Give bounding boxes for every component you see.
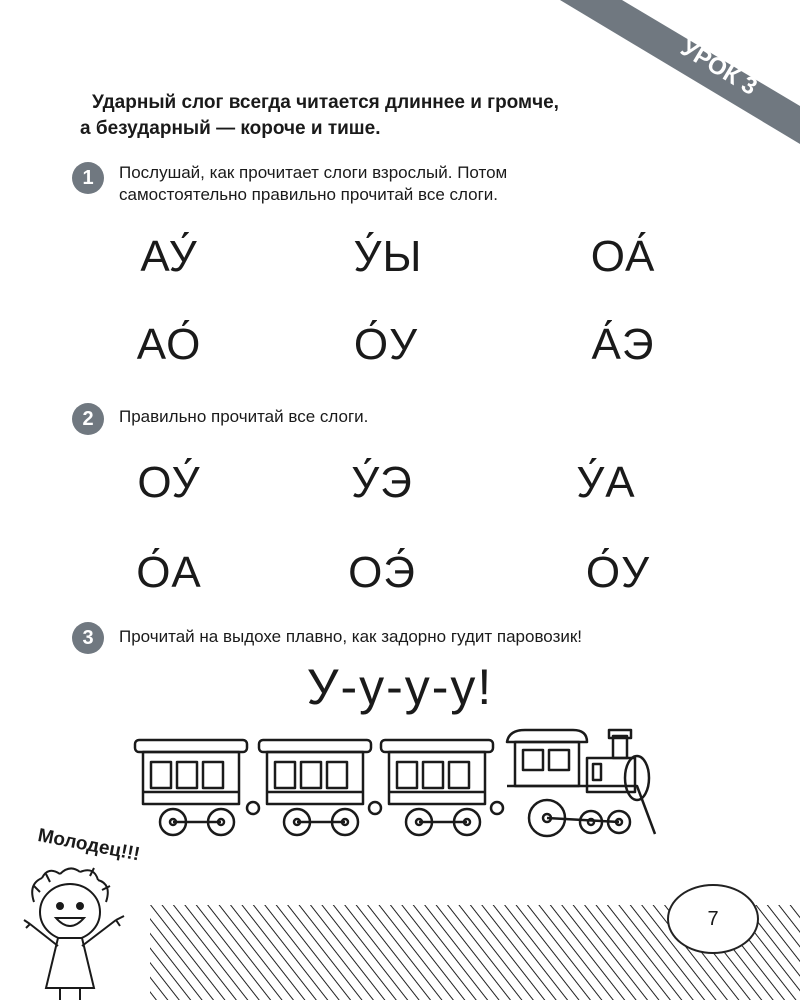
rule-line-2: а безударный — короче и тише.	[80, 118, 381, 139]
task-instruction: Правильно прочитай все слоги.	[119, 407, 369, 426]
syllable: У́Э	[351, 458, 413, 507]
syllable: О́У	[585, 548, 651, 597]
task-1	[72, 162, 507, 206]
syllable: ОУ́	[137, 458, 201, 507]
rule-text	[80, 90, 559, 142]
wagon-1	[135, 740, 247, 835]
task-instruction: Прочитай на выдохе плавно, как задорно гудит паровозик!	[119, 627, 583, 646]
syllable: У́Ы	[353, 232, 423, 281]
locomotive	[507, 730, 655, 836]
task-instruction-line: самостоятельно правильно прочитай все слоги.	[119, 185, 499, 204]
lesson-label: УРОК 3	[675, 34, 762, 101]
rule-line-1: Ударный слог всегда читается длиннее и громче,	[92, 92, 559, 113]
train-illustration	[125, 722, 665, 842]
task-3	[72, 622, 582, 654]
task-number-badge: 1	[72, 162, 104, 194]
girl-illustration	[20, 862, 140, 1000]
syllable: А́Э	[591, 320, 655, 369]
task-instruction-line: Послушай, как прочитает слоги взрослый. Потом	[119, 163, 508, 182]
page-number: 7	[667, 884, 759, 954]
task-instruction	[119, 162, 507, 206]
task-2	[72, 403, 368, 435]
syllable: АУ́	[140, 232, 198, 281]
train-sound-text: У-у-у-у!	[306, 659, 494, 715]
syllable: ОЭ́	[348, 548, 416, 597]
syllable: О́А	[136, 548, 202, 597]
task-number-badge: 2	[72, 403, 104, 435]
task-number-badge: 3	[72, 622, 104, 654]
wagon-3	[381, 740, 493, 835]
syllable: ОА́	[590, 232, 656, 281]
syllable: О́У	[353, 320, 419, 369]
praise-text: Молодец!!!	[35, 825, 142, 866]
wagon-2	[259, 740, 371, 835]
syllable: У́А	[576, 458, 636, 507]
syllable: АО́	[136, 320, 202, 369]
